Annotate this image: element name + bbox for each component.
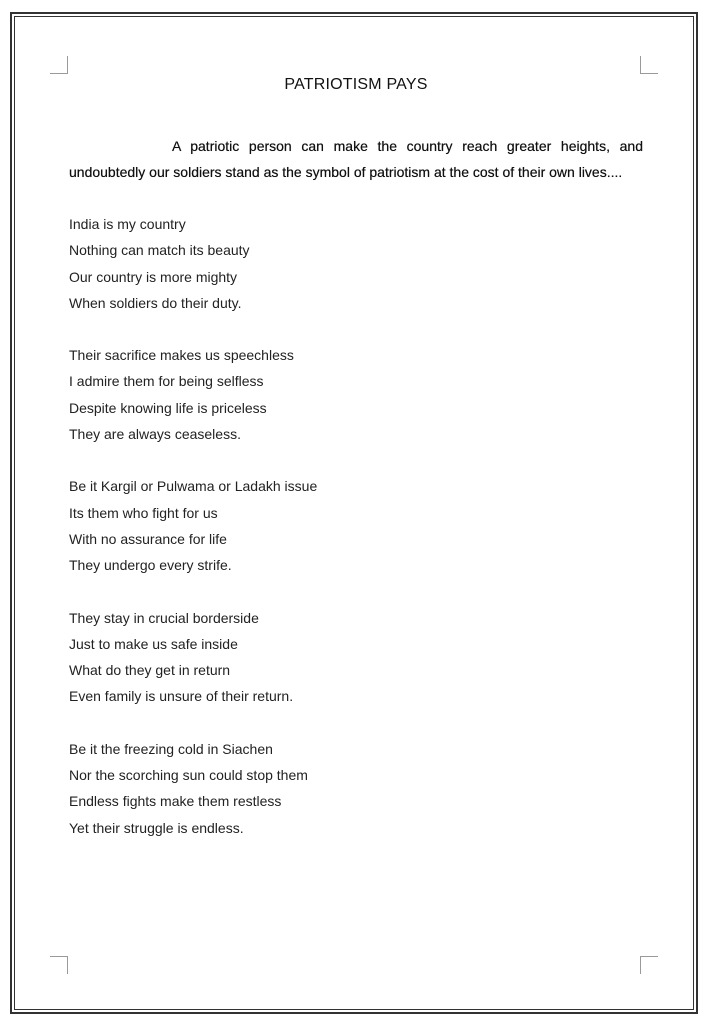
poem-stanza-3 (69, 473, 643, 578)
poem-stanza-5 (69, 736, 643, 841)
document-body (69, 74, 643, 841)
poem-line: Just to make us safe inside (69, 635, 238, 652)
poem-line: They stay in crucial borderside (69, 609, 259, 626)
poem-stanza-4 (69, 605, 643, 710)
poem-line: What do they get in return (69, 662, 231, 679)
crop-mark-bottom-left (50, 956, 68, 974)
poem-line: When soldiers do their duty. (69, 294, 242, 311)
poem-line: Nor the scorching sun could stop them (69, 767, 308, 784)
poem-stanza-1 (69, 211, 643, 316)
intro-paragraph: A patriotic person can make the country reach greater heights, and undoubtedly our soldiers stand as the symbol of patriotism at the cost of their own lives.... (69, 138, 643, 180)
poem-line: With no assurance for life (69, 530, 227, 547)
poem-line: Their sacrifice makes us speechless (69, 347, 294, 364)
crop-mark-top-left (50, 56, 68, 74)
poem-line: Be it the freezing cold in Siachen (69, 740, 273, 757)
crop-mark-bottom-right (640, 956, 658, 974)
poem-line: Endless fights make them restless (69, 793, 282, 810)
poem-line: They are always ceaseless. (69, 426, 241, 443)
poem-line: Even family is unsure of their return. (69, 688, 294, 705)
poem-line: Its them who fight for us (69, 504, 218, 521)
crop-mark-top-right (640, 56, 658, 74)
poem-line: Yet their struggle is endless. (69, 819, 244, 836)
poem-line: Despite knowing life is priceless (69, 399, 267, 416)
poem-line: Nothing can match its beauty (69, 242, 250, 259)
poem-line: They undergo every strife. (69, 557, 232, 574)
poem-line: Our country is more mighty (69, 268, 238, 285)
document-title: PATRIOTISM PAYS (284, 76, 428, 93)
poem-line: Be it Kargil or Pulwama or Ladakh issue (69, 478, 318, 495)
poem-line: India is my country (69, 216, 186, 232)
poem-stanza-2 (69, 342, 643, 447)
poem-line: I admire them for being selfless (69, 373, 264, 390)
